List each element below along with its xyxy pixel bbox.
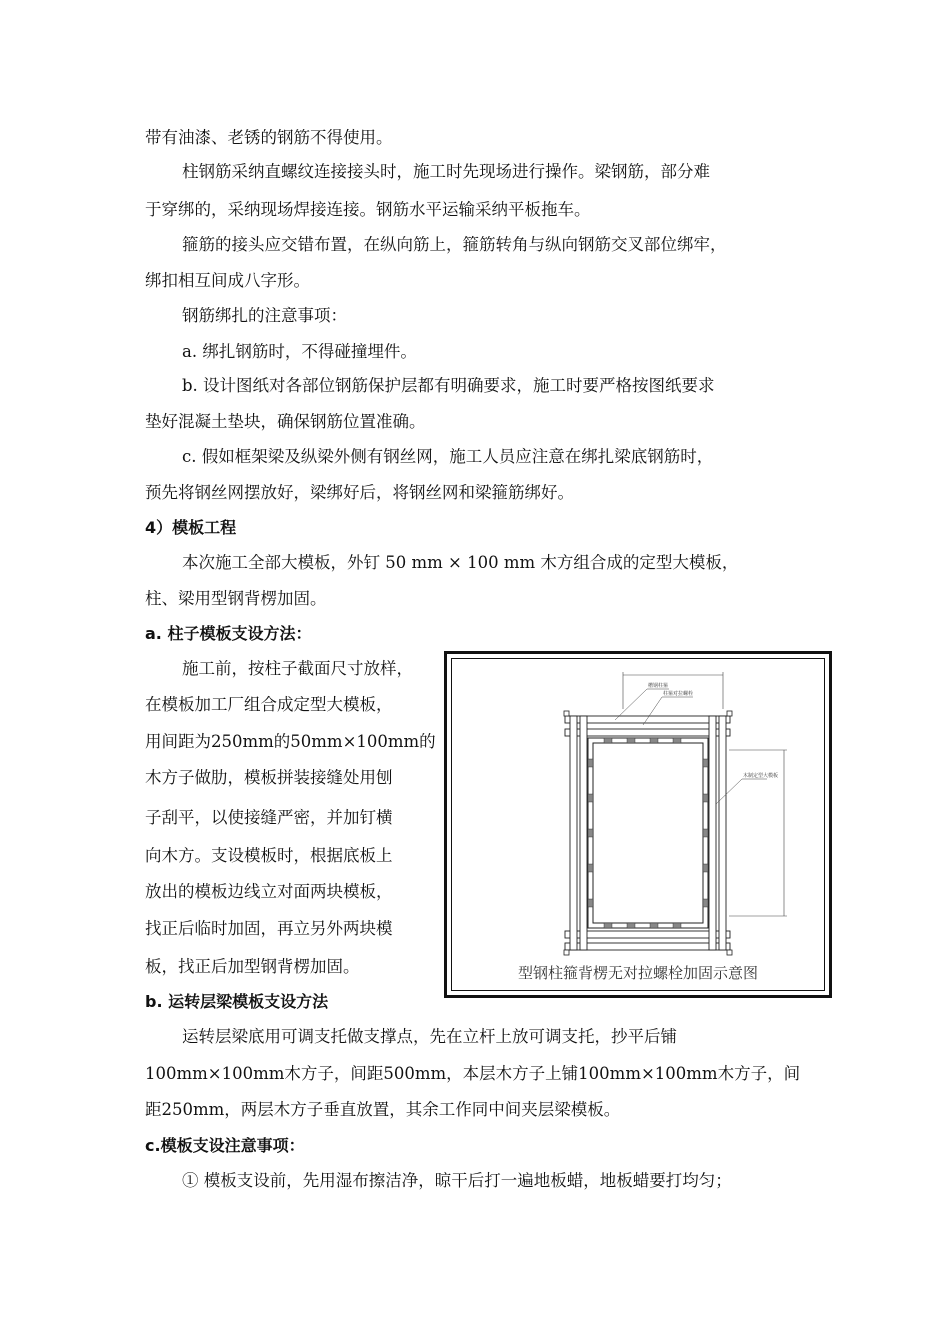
- text-line: 钢筋绑扎的注意事项：: [182, 306, 347, 325]
- text-line: 箍筋的接头应交错布置，在纵向筋上，箍筋转角与纵向钢筋交叉部位绑牢，: [182, 235, 727, 254]
- text-line: 柱钢筋采纳直螺纹连接接头时，施工时先现场进行操作。梁钢筋，部分难: [182, 162, 710, 181]
- figure-caption: 型钢柱箍背楞无对拉螺栓加固示意图: [517, 964, 758, 982]
- text-line: 找正后临时加固，再立另外两块模: [145, 919, 393, 938]
- formwork-panel: [588, 738, 708, 928]
- text-line: 向木方。支设模板时，根据底板上: [145, 846, 393, 865]
- text-line: 子刮平，以使接缝严密，并加钉横: [145, 808, 393, 827]
- timber-ribs: [588, 738, 708, 928]
- text-line: 距250mm，两层木方子垂直放置，其余工作同中间夹层梁模板。: [145, 1100, 621, 1119]
- text-line: 放出的模板边线立对面两块模板，: [145, 882, 393, 901]
- top-channel-beams: [565, 716, 730, 736]
- text-line: 100mm×100mm木方子，间距500mm，本层木方子上铺100mm×100mm木方子，间: [145, 1064, 801, 1083]
- text-line: 柱、梁用型钢背楞加固。: [145, 589, 327, 608]
- text-line: c. 假如框架梁及纵梁外侧有钢丝网，施工人员应注意在绑扎梁底钢筋时，: [182, 447, 714, 466]
- text-line: 施工前，按柱子截面尺寸放样，: [182, 659, 413, 678]
- text-line: 预先将钢丝网摆放好，梁绑好后，将钢丝网和梁箍筋绑好。: [145, 483, 574, 502]
- sub-heading: c.模板支设注意事项：: [145, 1136, 305, 1155]
- column-formwork-diagram: [447, 654, 829, 995]
- text-line: 在模板加工厂组合成定型大模板，: [145, 695, 393, 714]
- text-line: 带有油漆、老锈的钢筋不得使用。: [145, 128, 393, 147]
- label-wood-formwork: 木制定型大模板: [743, 773, 779, 779]
- column-formwork-figure: [444, 651, 832, 998]
- label-tie-bolt: 柱箍对拉螺栓: [663, 691, 694, 697]
- text-line: 木方子做肋，模板拼装接缝处用刨: [145, 768, 393, 787]
- text-line: b. 设计图纸对各部位钢筋保护层都有明确要求，施工时要严格按图纸要求: [182, 376, 715, 395]
- text-line: 板，找正后加型钢背楞加固。: [145, 957, 360, 976]
- text-line: a. 绑扎钢筋时，不得碰撞埋件。: [182, 342, 417, 361]
- text-line: 绑扣相互间成八字形。: [145, 271, 310, 290]
- text-line: ① 模板支设前，先用湿布擦洁净，晾干后打一遍地板蜡，地板蜡要打均匀；: [182, 1171, 732, 1190]
- text-line: 本次施工全部大模板，外钉 50 mm × 100 mm 木方组合成的定型大模板，: [182, 553, 739, 572]
- text-line: 于穿绑的，采纳现场焊接连接。钢筋水平运输采纳平板拖车。: [145, 200, 591, 219]
- section-heading: 4）模板工程: [145, 518, 237, 537]
- bottom-channel-beams: [565, 931, 730, 950]
- sub-heading: a. 柱子模板支设方法：: [145, 624, 312, 643]
- sub-heading: b. 运转层梁模板支设方法: [145, 992, 329, 1011]
- text-line: 运转层梁底用可调支托做支撑点，先在立杆上放可调支托，抄平后铺: [182, 1027, 677, 1046]
- label-channel-hoop: 槽钢柱箍: [648, 683, 669, 689]
- text-line: 用间距为250mm的50mm×100mm的: [145, 732, 436, 751]
- leader-lines: [615, 689, 767, 804]
- text-line: 垫好混凝土垫块，确保钢筋位置准确。: [145, 412, 426, 431]
